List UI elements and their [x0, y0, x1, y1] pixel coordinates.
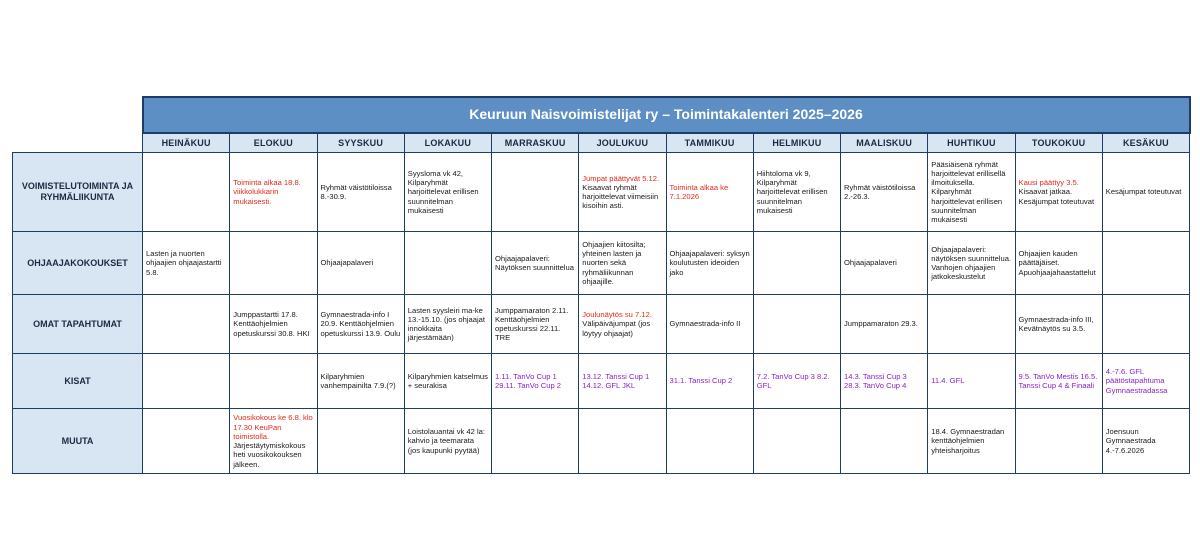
calendar-cell: [1102, 295, 1189, 354]
calendar-cell: [666, 354, 753, 409]
highlight-note: Toiminta alkaa 18.8. viikkolukkarin mukaisesti.: [233, 178, 301, 206]
calendar-cell: [753, 153, 840, 232]
calendar-cell: [841, 153, 928, 232]
competition-note: 4.-7.6. GFL päätöstapahtuma Gymnaestradassa: [1105, 367, 1168, 395]
title-row: [13, 97, 1190, 133]
calendar-cell: [841, 232, 928, 295]
calendar-title: Keuruun Naisvoimistelijat ry – Toimintakalenteri 2025–2026: [143, 97, 1190, 133]
cell-note: Ryhmät väistötiloissa 8.-30.9.: [320, 182, 392, 201]
calendar-cell: [928, 153, 1015, 232]
cell-note: Gymnaestrada-info III, Kevätnäytös su 3.5.: [1018, 314, 1094, 333]
calendar-cell: [753, 295, 840, 354]
cell-note: Ohjaajapalaveri: [844, 258, 897, 268]
cell-note: Pääsiäisenä ryhmät harjoittelevat erillisellä ilmoituksella. Kilparyhmät harjoittelevat erillisen suunnitelman mukaisesti: [931, 159, 1006, 225]
calendar-cell: [1102, 153, 1189, 232]
activity-calendar: [12, 96, 1191, 474]
highlight-note: Kausi päättyy 3.5.: [1018, 178, 1079, 188]
calendar-cell: [841, 354, 928, 409]
calendar-cell: [317, 232, 404, 295]
calendar-cell: [143, 295, 230, 354]
cell-note: Gymnaestrada-info II: [669, 319, 741, 329]
calendar-cell: [230, 153, 317, 232]
competitions-row: [13, 354, 1190, 409]
calendar-cell: [841, 409, 928, 474]
month-header: SYYSKUU: [317, 133, 404, 153]
month-header: LOKAKUU: [404, 133, 491, 153]
cell-note: Hiihtoloma vk 9, Kilparyhmät harjoittelevat erillisen suunnitelman mukaisesti: [756, 168, 828, 215]
month-header: KESÄKUU: [1102, 133, 1189, 153]
calendar-cell: [230, 409, 317, 474]
calendar-cell: [928, 354, 1015, 409]
calendar-cell: [143, 354, 230, 409]
calendar-cell: [753, 232, 840, 295]
cell-note: Ryhmät väistötiloissa 2.-26.3.: [844, 182, 916, 201]
calendar-cell: [666, 295, 753, 354]
calendar-cell: [666, 153, 753, 232]
calendar-cell: [317, 153, 404, 232]
calendar-cell: [1015, 354, 1102, 409]
cell-note: Jumppamaraton 29.3.: [844, 319, 918, 329]
highlight-note: Jumpat päättyvät 5.12.: [582, 173, 660, 183]
calendar-cell: [230, 354, 317, 409]
cell-note: Ohjaajien kauden päättäjäiset. Apuohjaajahaastattelut: [1018, 249, 1096, 277]
cell-note: Kesäjumpat toteutuvat: [1105, 187, 1182, 197]
cell-note: Kilparyhmien vanhempainilta 7.9.(?): [320, 371, 396, 390]
calendar-cell: [404, 153, 491, 232]
cell-note: Jumppamaraton 2.11. Kenttäohjelmien opetuskurssi 22.11. TRE: [495, 305, 569, 343]
own-events-row: [13, 295, 1190, 354]
month-header: HELMIKUU: [753, 133, 840, 153]
calendar-cell: [579, 295, 666, 354]
calendar-cell: [579, 354, 666, 409]
calendar-cell: [579, 409, 666, 474]
calendar-cell: [1102, 409, 1189, 474]
calendar-cell: [317, 354, 404, 409]
calendar-cell: [753, 354, 840, 409]
highlight-note: Vuosikokous ke 6.8. klo 17.30 KeuPan toimistolla.: [233, 413, 313, 441]
cell-note: Syysloma vk 42, Kilparyhmät harjoittelevat erillisen suunnitelman mukaisesti: [407, 168, 479, 215]
calendar-cell: [666, 232, 753, 295]
competition-note: 1.11. TanVo Cup 1 29.11. TanVo Cup 2: [495, 371, 562, 390]
month-header: HUHTIKUU: [928, 133, 1015, 153]
calendar-cell: [753, 409, 840, 474]
competition-note: 31.1. Tanssi Cup 2: [669, 376, 733, 386]
calendar-cell: [230, 232, 317, 295]
calendar-cell: [928, 295, 1015, 354]
cell-note: Lasten syysleiri ma-ke 13.-15.10. (jos ohjaajat innokkaita järjestämään): [407, 305, 486, 343]
month-header: MAALISKUU: [841, 133, 928, 153]
cell-note: Loistolauantai vk 42 la: kahvio ja teemarata (jos kaupunki pyytää): [407, 427, 486, 455]
cell-note: Jumppastartti 17.8. Kenttäohjelmien opetuskurssi 30.8. HKI: [233, 310, 310, 338]
instructor-meetings-row: [13, 232, 1190, 295]
cell-note: Lasten ja nuorten ohjaajien ohjaajastartti 5.8.: [146, 249, 222, 277]
calendar-cell: [492, 153, 579, 232]
calendar-cell: [317, 409, 404, 474]
corner-blank: [13, 97, 143, 133]
month-header: TAMMIKUU: [666, 133, 753, 153]
calendar-cell: [404, 409, 491, 474]
calendar-cell: [579, 153, 666, 232]
corner-blank: [13, 133, 143, 153]
month-header: JOULUKUU: [579, 133, 666, 153]
calendar-cell: [1015, 232, 1102, 295]
cell-note: Kisaavat jatkaa. Kesäjumpat toteutuvat: [1018, 187, 1095, 206]
month-header: ELOKUU: [230, 133, 317, 153]
competition-note: 9.5. TanVo Mestis 16.5. Tanssi Cup 4 & Finaali: [1018, 371, 1098, 390]
highlight-note: Toiminta alkaa ke 7.1.2026: [669, 182, 729, 201]
cell-note: Gymnaestrada-info I 20.9. Kenttäohjelmien opetuskurssi 13.9. Oulu: [320, 310, 401, 338]
cell-note: Kilparyhmien katselmus + seurakisa: [407, 371, 488, 390]
calendar-cell: [1015, 153, 1102, 232]
other-row: [13, 409, 1190, 474]
cell-note: Järjestäytymiskokous heti vuosikokouksen jälkeen.: [233, 441, 306, 469]
competition-note: 13.12. Tanssi Cup 1 14.12. GFL JKL: [582, 371, 650, 390]
row-header: OMAT TAPAHTUMAT: [13, 295, 143, 354]
cell-note: Kisaavat ryhmät harjoittelevat viimeisiin kisoihin asti.: [582, 182, 659, 211]
month-header-row: [13, 133, 1190, 153]
highlight-note: Joulunäytös su 7.12.: [582, 310, 652, 320]
row-header: VOIMISTELUTOIMINTA JA RYHMÄLIIKUNTA: [13, 153, 143, 232]
calendar-cell: [143, 409, 230, 474]
calendar-cell: [230, 295, 317, 354]
cell-note: Ohjaajapalaveri: [320, 258, 374, 268]
calendar-cell: [579, 232, 666, 295]
month-header: MARRASKUU: [492, 133, 579, 153]
cell-note: Ohjaajien kiitosilta; yhteinen lasten ja nuorten sekä ryhmäliikunnan ohjaajille.: [582, 239, 646, 286]
month-header: HEINÄKUU: [143, 133, 230, 153]
calendar-cell: [143, 153, 230, 232]
row-header: KISAT: [13, 354, 143, 409]
calendar-cell: [492, 232, 579, 295]
calendar-cell: [1015, 295, 1102, 354]
calendar-cell: [317, 295, 404, 354]
calendar-cell: [928, 409, 1015, 474]
cell-note: Ohjaajapalaveri: syksyn koulutusten ideoiden jako: [669, 249, 750, 277]
calendar-cell: [928, 232, 1015, 295]
calendar-cell: [1015, 409, 1102, 474]
calendar-cell: [841, 295, 928, 354]
calendar-cell: [492, 295, 579, 354]
cell-note: Ohjaajapalaveri: näytöksen suunnittelua. Vanhojen ohjaajien jatkokeskustelut: [931, 244, 1012, 282]
month-header: TOUKOKUU: [1015, 133, 1102, 153]
cell-note: Välipäiväjumpat (jos löytyy ohjaajat): [582, 319, 651, 338]
calendar-cell: [492, 354, 579, 409]
calendar-cell: [143, 232, 230, 295]
cell-note: Joensuun Gymnaestrada 4.-7.6.2026: [1105, 427, 1156, 455]
gymnastics-activity-row: [13, 153, 1190, 232]
calendar-cell: [404, 354, 491, 409]
row-header: MUUTA: [13, 409, 143, 474]
calendar-cell: [404, 295, 491, 354]
calendar-cell: [666, 409, 753, 474]
competition-note: 11.4. GFL: [931, 376, 965, 386]
row-header: OHJAAJAKOKOUKSET: [13, 232, 143, 295]
competition-note: 7.2. TanVo Cup 3 8.2. GFL: [756, 371, 830, 390]
calendar-cell: [1102, 354, 1189, 409]
calendar-cell: [492, 409, 579, 474]
cell-note: Ohjaajapalaveri: Näytöksen suunnittelua: [495, 253, 574, 272]
calendar-cell: [404, 232, 491, 295]
cell-note: 18.4. Gymnaestradan kenttäohjelmien yhteisharjoitus: [931, 427, 1005, 455]
calendar-cell: [1102, 232, 1189, 295]
competition-note: 14.3. Tanssi Cup 3 28.3. TanVo Cup 4: [844, 371, 907, 390]
